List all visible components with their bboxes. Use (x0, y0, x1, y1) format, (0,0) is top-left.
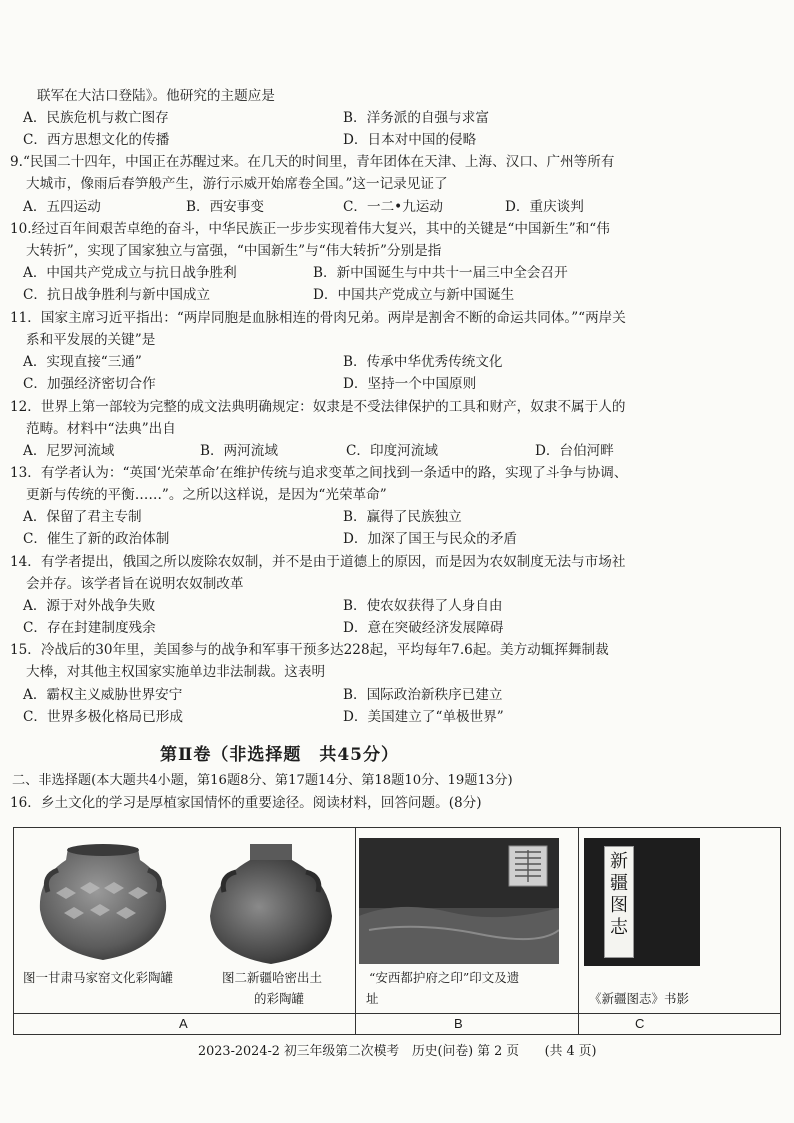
column-c-label: C (635, 1016, 645, 1031)
q15-option-a: A．霸权主义威胁世界安宁 (23, 687, 183, 703)
q16-stem: 16．乡土文化的学习是厚植家国情怀的重要途径。阅读材料，回答问题。(8分) (10, 795, 482, 811)
q11-stem-line1: 11．国家主席习近平指出：“两岸同胞是血脉相连的骨肉兄弟。两岸是割舍不断的命运共同体。”“两岸关 (10, 310, 626, 326)
book-title-text: 新疆图志 (610, 851, 628, 938)
q8-option-a: A．民族危机与救亡图存 (23, 110, 169, 126)
q12-stem-line1: 12．世界上第一部较为完整的成文法典明确规定：奴隶是不受法律保护的工具和财产，奴隶不属于人的 (10, 399, 626, 415)
q10-option-c: C．抗日战争胜利与新中国成立 (23, 287, 211, 303)
q14-option-c: C．存在封建制度残余 (23, 620, 156, 636)
q12-option-b: B．两河流域 (200, 443, 278, 459)
xinjiang-tuzhi-book-image (584, 838, 700, 966)
q14-option-b: B．使农奴获得了人身自由 (343, 598, 503, 614)
section2-instruction: 二、非选择题(本大题共4小题，第16题8分、第17题14分、第18题10分、19题13分) (12, 773, 513, 788)
q12-option-d: D．台伯河畔 (535, 443, 614, 459)
q12-option-c: C．印度河流域 (346, 443, 438, 459)
column-a-label: A (179, 1016, 188, 1031)
q14-option-a: A．源于对外战争失败 (23, 598, 156, 614)
q9-option-c: C．一二•九运动 (343, 199, 443, 215)
figure-table (13, 827, 781, 1035)
hami-painted-pot-image (200, 840, 342, 968)
q13-stem-line2: 更新与传统的平衡……”。之所以这样说，是因为“光荣革命” (26, 487, 387, 503)
q8-option-d: D．日本对中国的侵略 (343, 132, 477, 148)
figure-c-caption: 《新疆图志》书影 (589, 991, 690, 1006)
q9-stem-line2: 大城市，像雨后春笋般产生，游行示威开始席卷全国。”这一记录见证了 (26, 176, 448, 192)
q10-option-b: B．新中国诞生与中共十一届三中全会召开 (313, 265, 568, 281)
q10-stem-line1: 10.经过百年间艰苦卓绝的奋斗，中华民族正一步步实现着伟大复兴，其中的关键是“中国新生”和“伟 (10, 221, 610, 237)
figure-b-caption-line2: 址 (366, 991, 379, 1006)
q13-option-d: D．加深了国王与民众的矛盾 (343, 531, 518, 547)
q12-option-a: A．尼罗河流域 (23, 443, 115, 459)
table-divider-ab (355, 828, 356, 1034)
figure-a2-caption-line2: 的彩陶罐 (254, 991, 305, 1006)
q11-option-a: A．实现直接“三通” (23, 354, 142, 370)
q11-option-c: C．加强经济密切合作 (23, 376, 156, 392)
table-header-divider (14, 1013, 780, 1014)
q13-option-c: C．催生了新的政治体制 (23, 531, 170, 547)
q13-option-a: A．保留了君主专制 (23, 509, 142, 525)
q9-option-a: A．五四运动 (23, 199, 101, 215)
figure-b-caption-line1: “安西都护府之印”印文及遗 (369, 970, 520, 985)
q14-option-d: D．意在突破经济发展障碍 (343, 620, 504, 636)
q13-stem-line1: 13．有学者认为：“英国‘光荣革命’在维护传统与追求变革之间找到一条适中的路，实现了斗争与协调、 (10, 465, 628, 481)
q11-stem-line2: 系和平发展的关键”是 (26, 332, 156, 348)
q11-option-d: D．坚持一个中国原则 (343, 376, 477, 392)
column-b-label: B (454, 1016, 463, 1031)
q10-option-a: A．中国共产党成立与抗日战争胜利 (23, 265, 237, 281)
q15-option-c: C．世界多极化格局已形成 (23, 709, 183, 725)
q10-option-d: D．中国共产党成立与新中国诞生 (313, 287, 515, 303)
table-divider-bc (578, 828, 579, 1034)
q15-stem-line2: 大棒，对其他主权国家实施单边非法制裁。这表明 (26, 664, 326, 680)
q9-option-d: D．重庆谈判 (505, 199, 584, 215)
q15-option-d: D．美国建立了“单极世界” (343, 709, 504, 725)
q15-option-b: B．国际政治新秩序已建立 (343, 687, 503, 703)
page-footer: 2023-2024-2 初三年级第二次模考 历史(问卷) 第 2 页 (共 4 页) (198, 1044, 597, 1059)
q14-stem-line1: 14．有学者提出，俄国之所以废除农奴制，并不是由于道德上的原因，而是因为农奴制度无法与市场社 (10, 554, 626, 570)
q9-option-b: B．西安事变 (186, 199, 264, 215)
q8-option-c: C．西方思想文化的传播 (23, 132, 170, 148)
q13-option-b: B．赢得了民族独立 (343, 509, 462, 525)
q8-option-b: B．洋务派的自强与求富 (343, 110, 489, 126)
q9-stem-line1: 9.“民国二十四年，中国正在苏醒过来。在几天的时间里，青年团体在天津、上海、汉口、广州等所有 (10, 154, 615, 170)
figure-a2-caption-line1: 图二新疆哈密出土 (222, 970, 323, 985)
anxi-seal-site-image (359, 838, 559, 964)
q8-stem-tail: 联军在大沽口登陆》。他研究的主题应是 (37, 88, 275, 104)
q12-stem-line2: 范畴。材料中“法典”出自 (26, 421, 176, 437)
section2-title: 第Ⅱ卷（非选择题 共45分） (160, 745, 399, 765)
q10-stem-line2: 大转折”，实现了国家独立与富强，“中国新生”与“伟大转折”分别是指 (26, 243, 442, 259)
majiayao-painted-pot-image (28, 838, 178, 966)
book-title-slip (604, 846, 634, 958)
q15-stem-line1: 15．冷战后的30年里，美国参与的战争和军事干预多达228起，平均每年7.6起。美方动辄挥舞制裁 (10, 642, 609, 658)
q11-option-b: B．传承中华优秀传统文化 (343, 354, 503, 370)
q14-stem-line2: 会并存。该学者旨在说明农奴制改革 (26, 576, 244, 592)
figure-a1-caption: 图一甘肃马家窑文化彩陶罐 (23, 970, 174, 985)
